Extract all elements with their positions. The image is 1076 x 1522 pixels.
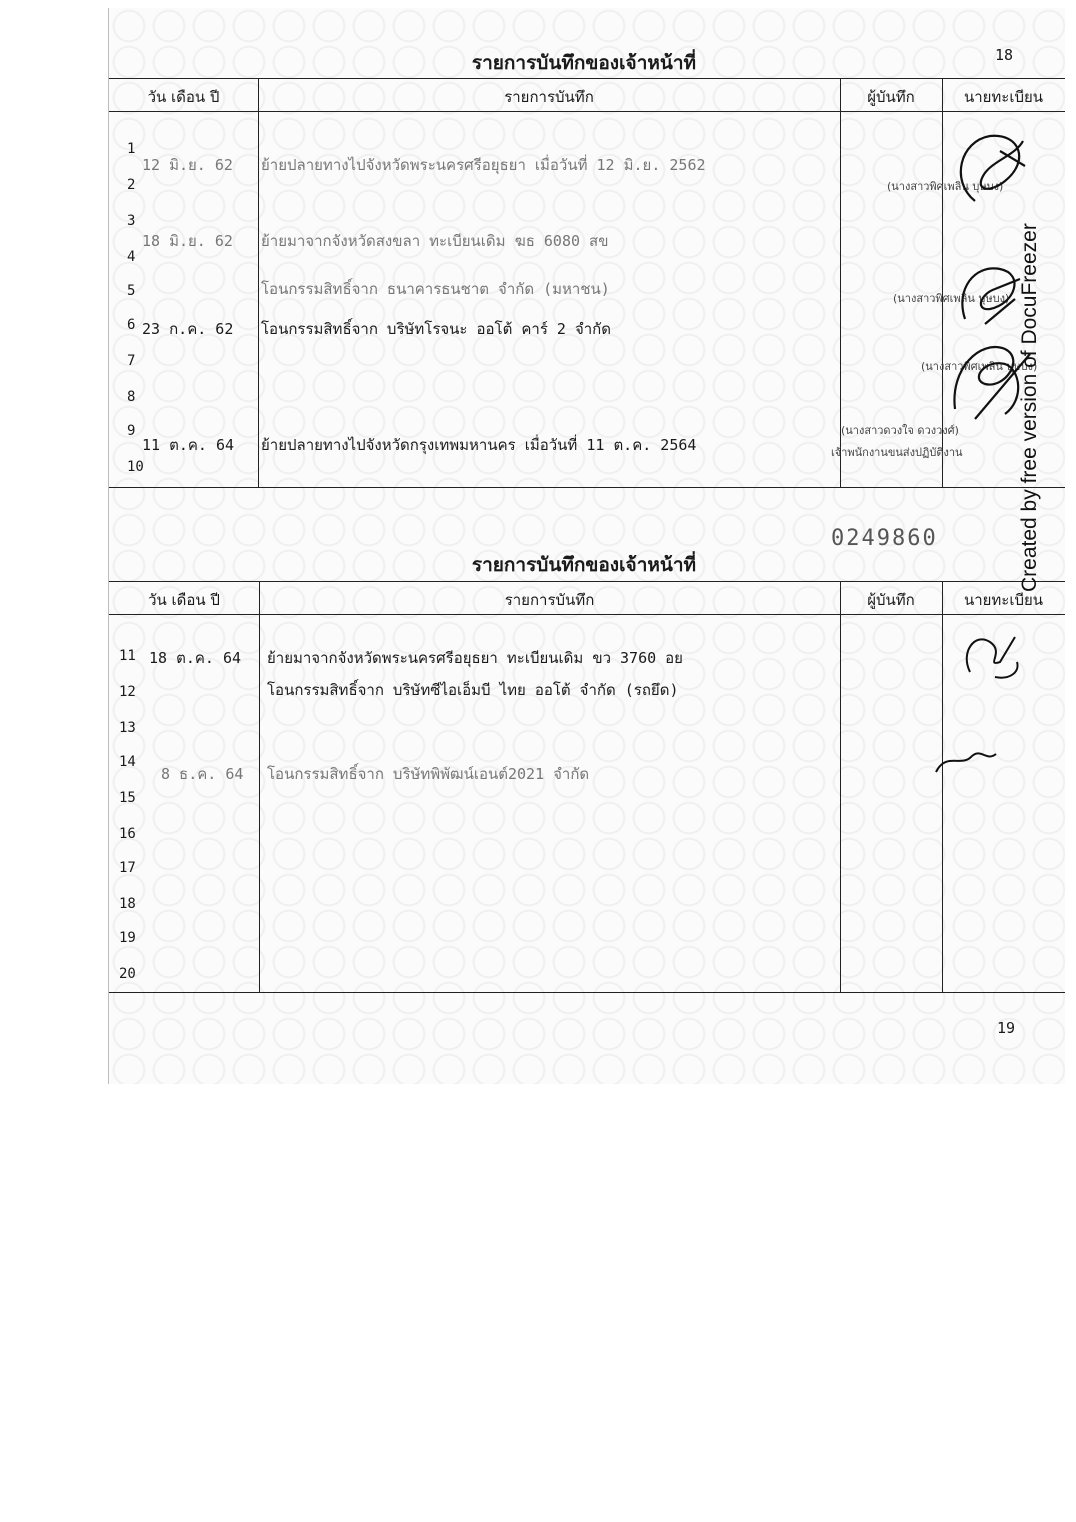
page-18-title: รายการบันทึกของเจ้าหน้าที่ <box>471 52 697 74</box>
header-recorder: ผู้บันทึก <box>867 591 915 609</box>
row-number: 1 <box>127 141 136 157</box>
registration-sheet <box>108 8 1065 1084</box>
entry-text: โอนกรรมสิทธิ์จาก บริษัทโรจนะ ออโต้ คาร์ 2 จำกัด <box>261 320 612 338</box>
row-number: 15 <box>119 790 136 806</box>
row-number: 10 <box>127 459 144 475</box>
entry-date: 18 มิ.ย. 62 <box>142 232 233 250</box>
entry-text: โอนกรรมสิทธิ์จาก บริษัทพิพัฒน์เอนต์2021 จำกัด <box>267 765 590 783</box>
entry-text: ย้ายปลายทางไปจังหวัดพระนครศรีอยุธยา เมื่อวันที่ 12 มิ.ย. 2562 <box>261 156 706 174</box>
row-number: 9 <box>127 423 136 439</box>
recorder-name: (นางสาวพิศเพลิน บุษบง) <box>893 292 1010 305</box>
row-number: 7 <box>127 353 136 369</box>
page-18-number: 18 <box>995 46 1014 64</box>
row-number: 16 <box>119 826 136 842</box>
entry-text: ย้ายมาจากจังหวัดสงขลา ทะเบียนเดิม ฆธ 6080 สข <box>261 232 609 250</box>
entry-text: ย้ายมาจากจังหวัดพระนครศรีอยุธยา ทะเบียนเดิม ขว 3760 อย <box>267 649 683 667</box>
recorder-title: เจ้าพนักงานขนส่งปฏิบัติงาน <box>831 446 963 459</box>
row-number: 4 <box>127 249 136 265</box>
header-date: วัน เดือน ปี <box>148 591 220 609</box>
row-number: 17 <box>119 860 136 876</box>
page-19-title: รายการบันทึกของเจ้าหน้าที่ <box>471 554 697 576</box>
docufreezer-watermark: Created by free version of DocuFreezer <box>1018 223 1041 592</box>
row-number: 20 <box>119 966 136 982</box>
records-table-page-19 <box>109 581 1065 993</box>
header-registrar: นายทะเบียน <box>963 591 1044 609</box>
entry-date: 23 ก.ค. 62 <box>142 320 234 338</box>
recorder-name: (นางสาวพิศเพลิน บุษบง) <box>921 360 1038 373</box>
entry-date: 11 ต.ค. 64 <box>142 436 235 454</box>
row-number: 5 <box>127 283 136 299</box>
row-number: 11 <box>119 648 136 664</box>
entry-date: 18 ต.ค. 64 <box>149 649 242 667</box>
row-number: 8 <box>127 389 136 405</box>
page-19-number: 19 <box>997 1019 1016 1037</box>
entry-date: 8 ธ.ค. 64 <box>161 765 244 783</box>
row-number: 6 <box>127 317 136 333</box>
header-registrar: นายทะเบียน <box>963 88 1044 106</box>
registrar-signature <box>931 742 1001 782</box>
row-number: 12 <box>119 684 136 700</box>
row-number: 18 <box>119 896 136 912</box>
recorder-name: (นางสาวดวงใจ ดวงวงศ์) <box>841 424 959 437</box>
header-recorder: ผู้บันทึก <box>867 88 915 106</box>
row-number: 13 <box>119 720 136 736</box>
entry-date: 12 มิ.ย. 62 <box>142 156 233 174</box>
registrar-signature <box>945 121 1035 231</box>
header-record: รายการบันทึก <box>504 591 595 609</box>
serial-number: 0249860 <box>831 526 938 551</box>
recorder-name: (นางสาวพิศเพลิน บุษบง) <box>887 180 1004 193</box>
header-date: วัน เดือน ปี <box>147 88 220 106</box>
row-number: 3 <box>127 213 136 229</box>
row-number: 2 <box>127 177 136 193</box>
records-table-page-18 <box>109 78 1065 488</box>
entry-text: โอนกรรมสิทธิ์จาก บริษัทซีไอเอ็มบี ไทย ออโต้ จำกัด (รถยึด) <box>267 681 679 699</box>
registrar-signature <box>955 622 1025 692</box>
row-number: 14 <box>119 754 136 770</box>
entry-text: โอนกรรมสิทธิ์จาก ธนาคารธนชาต จำกัด (มหาชน) <box>261 280 610 298</box>
header-record: รายการบันทึก <box>504 88 594 106</box>
row-number: 19 <box>119 930 136 946</box>
entry-text: ย้ายปลายทางไปจังหวัดกรุงเทพมหานคร เมื่อวันที่ 11 ต.ค. 2564 <box>261 436 697 454</box>
